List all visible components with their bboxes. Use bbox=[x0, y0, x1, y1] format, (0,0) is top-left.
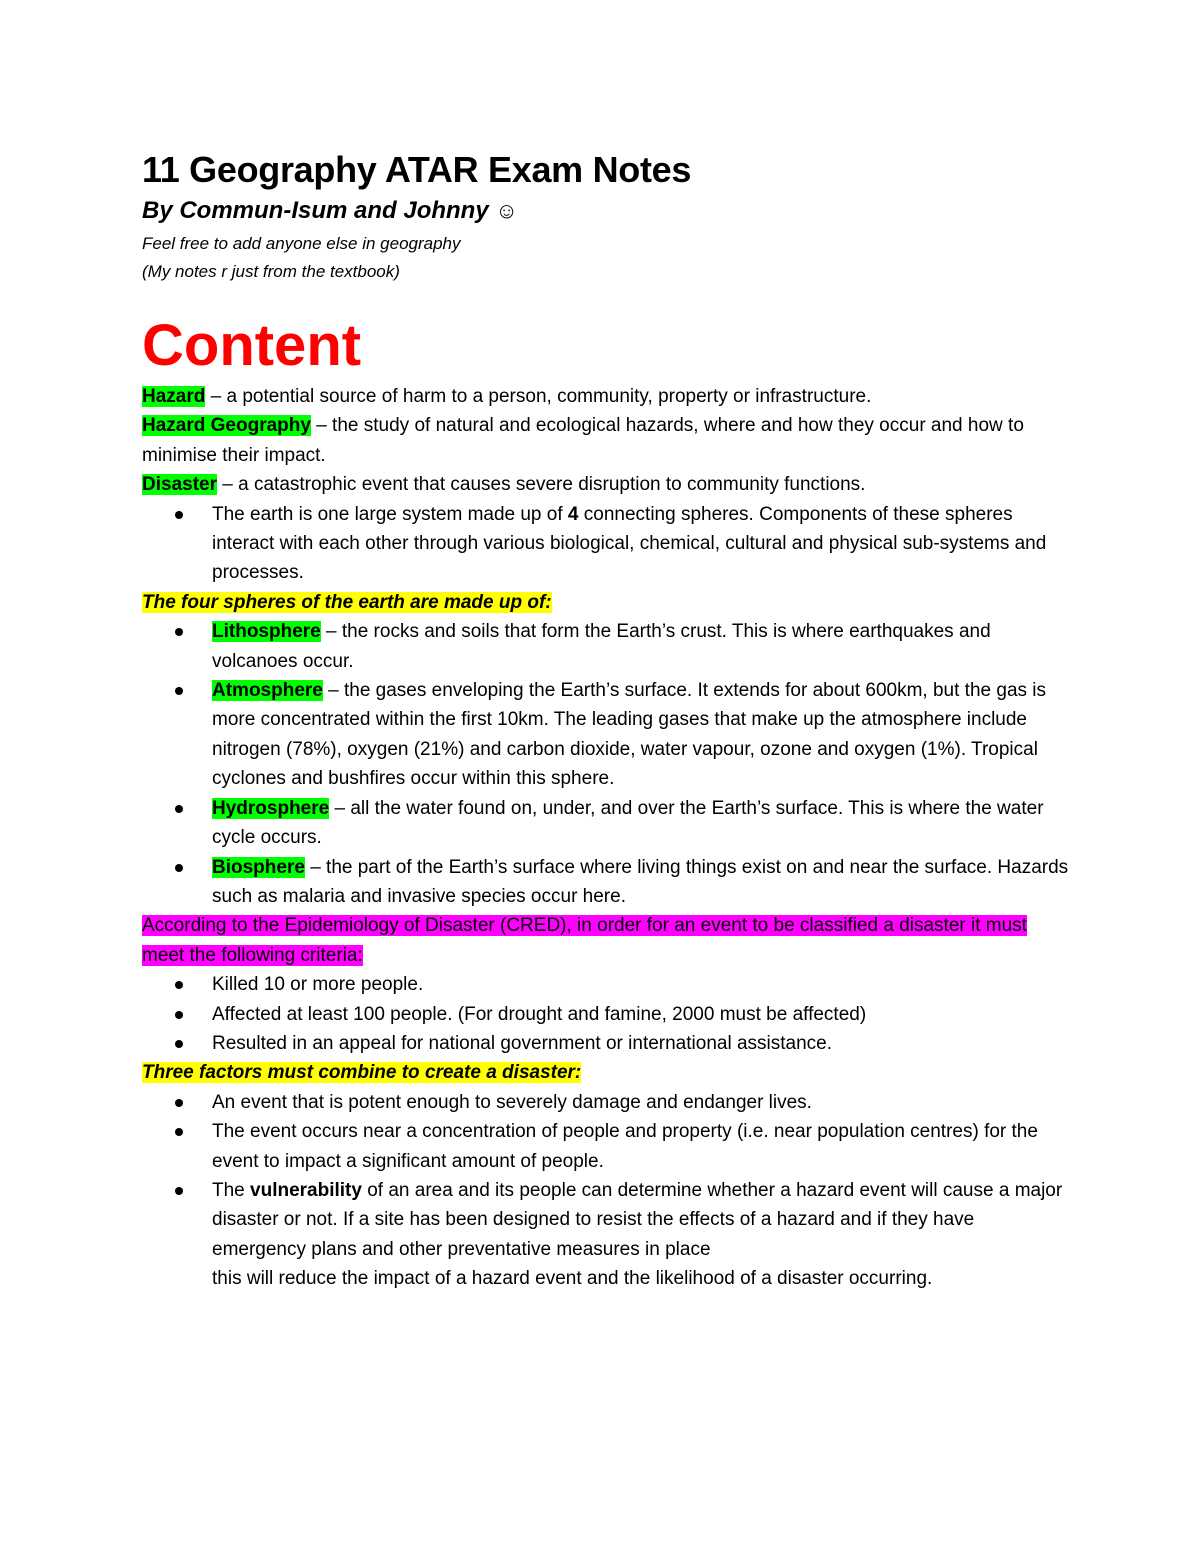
list-item-bold: vulnerability bbox=[250, 1179, 362, 1201]
smiley-icon: ☺ bbox=[495, 198, 518, 223]
list-item-bold: 4 bbox=[567, 503, 579, 525]
bullet-icon bbox=[175, 1099, 183, 1107]
bullet-icon bbox=[175, 511, 183, 519]
document-body bbox=[142, 148, 1072, 1294]
definition-text: – a catastrophic event that causes severe disruption to community functions. bbox=[217, 474, 866, 496]
list-item-atmosphere bbox=[142, 676, 1072, 794]
bullet-icon bbox=[175, 1040, 183, 1048]
definition-term: Hazard Geography bbox=[142, 415, 311, 437]
list-item-text: Resulted in an appeal for national government or international assistance. bbox=[212, 1032, 832, 1054]
list-item-text: An event that is potent enough to severely damage and endanger lives. bbox=[212, 1091, 812, 1113]
list-item bbox=[142, 1000, 1072, 1029]
factors-list bbox=[142, 1088, 1072, 1294]
list-item-text: connecting spheres. Components of these spheres interact with each other through various biological, chemical, cultural and physical sub-systems and processes. bbox=[212, 503, 1047, 584]
definition-hazard bbox=[142, 382, 1072, 411]
bullet-icon bbox=[175, 805, 183, 813]
byline-text: By Commun-Isum and Johnny bbox=[142, 197, 489, 224]
note-textbook: (My notes r just from the textbook) bbox=[142, 262, 400, 281]
sphere-text: – the rocks and soils that form the Earth’s crust. This is where earthquakes and volcanoes occur. bbox=[212, 621, 991, 672]
list-item-biosphere bbox=[142, 853, 1072, 912]
list-item-text: The earth is one large system made up of bbox=[212, 503, 568, 525]
definition-disaster bbox=[142, 470, 1072, 499]
content-heading: Content bbox=[142, 313, 362, 378]
factors-heading-line bbox=[142, 1058, 1072, 1087]
list-item bbox=[142, 500, 1072, 588]
sphere-text: – all the water found on, under, and over the Earth’s surface. This is where the water cycle occurs. bbox=[212, 797, 1044, 849]
bullet-icon bbox=[175, 1011, 183, 1019]
list-item bbox=[142, 1029, 1072, 1058]
bullet-icon bbox=[175, 981, 183, 989]
sphere-term: Atmosphere bbox=[212, 680, 323, 702]
factors-heading: Three factors must combine to create a disaster: bbox=[142, 1062, 582, 1084]
byline bbox=[142, 194, 1072, 228]
list-item-lithosphere bbox=[142, 617, 1072, 676]
bullet-icon bbox=[175, 628, 183, 636]
definition-hazard-geography bbox=[142, 411, 1072, 470]
definition-term: Disaster bbox=[142, 474, 217, 496]
bullet-icon bbox=[175, 864, 183, 872]
criteria-list bbox=[142, 970, 1072, 1058]
list-item-text: Killed 10 or more people. bbox=[212, 974, 424, 996]
spheres-list bbox=[142, 617, 1072, 911]
bullet-icon bbox=[175, 1128, 183, 1136]
list-item-hydrosphere bbox=[142, 794, 1072, 853]
list-item-text: Affected at least 100 people. (For drought and famine, 2000 must be affected) bbox=[212, 1003, 867, 1025]
cred-heading: According to the Epidemiology of Disaster (CRED), in order for an event to be classified a disaster it must meet the following criteria: bbox=[142, 915, 1027, 966]
sphere-term: Hydrosphere bbox=[212, 797, 330, 819]
list-item bbox=[142, 970, 1072, 999]
definition-term: Hazard bbox=[142, 386, 206, 407]
note-add-anyone: Feel free to add anyone else in geography bbox=[142, 234, 461, 253]
sphere-text: – the gases enveloping the Earth’s surface. It extends for about 600km, but the gas is more concentrated within the first 10km. The leading gases that make up the atmosphere include nitrogen (78%), oxygen (21%) and carbon dioxide, water vapour, ozone and oxygen (1%). Tropical cyclones and bushfires occur within this sphere. bbox=[212, 680, 1047, 790]
sphere-text: – the part of the Earth’s surface where living things exist on and near the surface. Hazards such as malaria and invasive species occur here. bbox=[212, 856, 1069, 907]
spheres-heading-line bbox=[142, 588, 1072, 617]
bullet-icon bbox=[175, 1187, 183, 1195]
earth-system-list bbox=[142, 500, 1072, 588]
sphere-term: Biosphere bbox=[212, 856, 305, 878]
bullet-icon bbox=[175, 687, 183, 695]
sphere-term: Lithosphere bbox=[212, 621, 321, 643]
list-item-text: The event occurs near a concentration of people and property (i.e. near population centres) for the event to impact a significant amount of people. bbox=[212, 1121, 1038, 1172]
list-item-vulnerability bbox=[142, 1176, 1072, 1294]
cred-heading-line bbox=[142, 911, 1072, 970]
document-title: 11 Geography ATAR Exam Notes bbox=[142, 149, 692, 190]
list-item-text: The bbox=[212, 1179, 251, 1201]
spheres-heading: The four spheres of the earth are made up of: bbox=[142, 591, 552, 613]
list-item bbox=[142, 1088, 1072, 1117]
definition-text: – a potential source of harm to a person, community, property or infrastructure. bbox=[205, 386, 872, 407]
definition-text: – the study of natural and ecological hazards, where and how they occur and how to minimise their impact. bbox=[142, 415, 1024, 466]
list-item-text: of an area and its people can determine whether a hazard event will cause a major disaster or not. If a site has been designed to resist the effects of a hazard and if they have emergency plans and other preventative measures in place bbox=[212, 1179, 1063, 1260]
list-item bbox=[142, 1117, 1072, 1176]
list-item-continuation: this will reduce the impact of a hazard event and the likelihood of a disaster occurring. bbox=[212, 1268, 933, 1290]
